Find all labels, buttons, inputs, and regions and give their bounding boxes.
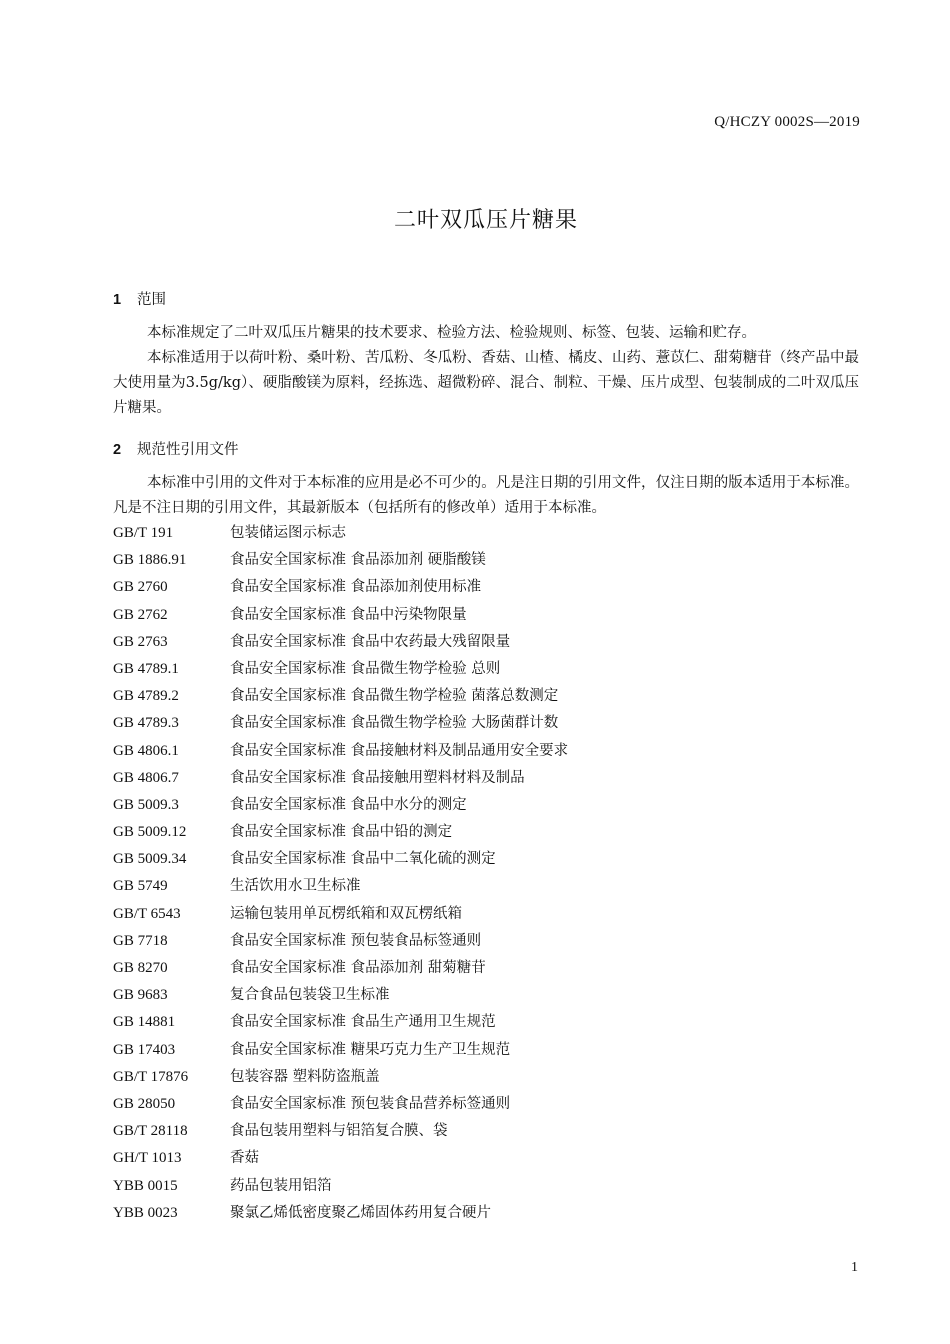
- reference-title: 食品安全国家标准 预包装食品标签通则: [230, 932, 482, 949]
- reference-title: 食品安全国家标准 食品中铅的测定: [230, 824, 453, 841]
- reference-title: 包装容器 塑料防盗瓶盖: [230, 1068, 380, 1085]
- reference-title: 食品安全国家标准 食品中污染物限量: [230, 606, 467, 623]
- reference-code: GB 2762: [113, 606, 168, 623]
- reference-title: 食品安全国家标准 食品中水分的测定: [230, 796, 467, 813]
- reference-code: GB 4789.2: [113, 688, 179, 705]
- reference-code: GB 17403: [113, 1041, 176, 1058]
- reference-row: [113, 982, 863, 1009]
- reference-title: 运输包装用单瓦楞纸箱和双瓦楞纸箱: [230, 905, 462, 922]
- reference-code: GB 5009.12: [113, 824, 187, 841]
- reference-row: [113, 1091, 863, 1118]
- document-title: 二叶双瓜压片糖果: [393, 208, 578, 233]
- standard-number: Q/HCZY 0002S—2019: [714, 114, 860, 130]
- reference-code: GH/T 1013: [113, 1150, 182, 1167]
- reference-row: [113, 901, 863, 928]
- reference-row: [113, 629, 863, 656]
- reference-row: [113, 520, 863, 547]
- section-1-number: 1: [113, 292, 122, 308]
- reference-row: [113, 656, 863, 683]
- reference-code: GB 4789.1: [113, 660, 179, 677]
- reference-title: 生活饮用水卫生标准: [230, 878, 361, 895]
- reference-code: YBB 0023: [113, 1204, 178, 1221]
- reference-code: GB 4806.1: [113, 742, 179, 759]
- references-intro-paragraph: 本标准中引用的文件对于本标准的应用是必不可少的。凡是注日期的引用文件，仅注日期的版本适用于本标准。凡是不注日期的引用文件，其最新版本（包括所有的修改单）适用于本标准。: [113, 475, 859, 516]
- reference-code: GB/T 17876: [113, 1068, 189, 1085]
- page-number: 1: [851, 1260, 858, 1275]
- reference-row: [113, 547, 863, 574]
- reference-title: 食品安全国家标准 食品微生物学检验 总则: [230, 660, 501, 677]
- reference-row: [113, 1009, 863, 1036]
- reference-code: GB 2763: [113, 633, 168, 650]
- reference-title: 食品安全国家标准 食品添加剂使用标准: [230, 579, 482, 596]
- reference-code: GB 8270: [113, 960, 168, 976]
- reference-code: GB 9683: [113, 987, 168, 1004]
- reference-row: [113, 1173, 863, 1200]
- section-2-title: 规范性引用文件: [137, 442, 239, 458]
- reference-row: [113, 1145, 863, 1172]
- reference-row: [113, 710, 863, 737]
- section-1-title: 范围: [137, 292, 166, 308]
- reference-row: [113, 1118, 863, 1145]
- reference-code: GB/T 6543: [113, 905, 181, 922]
- reference-row: [113, 602, 863, 629]
- reference-title: 食品安全国家标准 食品接触材料及制品通用安全要求: [230, 742, 569, 759]
- reference-title: 食品安全国家标准 食品添加剂 硬脂酸镁: [230, 552, 486, 569]
- reference-code: GB 4806.7: [113, 769, 179, 786]
- scope-paragraph-1: 本标准规定了二叶双瓜压片糖果的技术要求、检验方法、检验规则、标签、包装、运输和贮存。: [147, 325, 756, 341]
- reference-title: 香菇: [230, 1150, 259, 1167]
- reference-title: 食品安全国家标准 食品微生物学检验 大肠菌群计数: [230, 715, 559, 732]
- reference-title: 食品安全国家标准 食品接触用塑料材料及制品: [230, 769, 525, 786]
- reference-code: GB 28050: [113, 1095, 176, 1112]
- reference-code: GB 2760: [113, 579, 168, 596]
- reference-row: [113, 738, 863, 765]
- reference-code: GB 5749: [113, 878, 168, 895]
- reference-title: 食品安全国家标准 食品微生物学检验 菌落总数测定: [230, 688, 559, 705]
- section-2-heading: [113, 438, 239, 459]
- reference-code: GB 14881: [113, 1014, 176, 1031]
- reference-title: 食品安全国家标准 食品中二氧化硫的测定: [230, 851, 496, 868]
- reference-row: [113, 846, 863, 873]
- reference-row: [113, 1200, 863, 1227]
- reference-code: GB/T 28118: [113, 1123, 188, 1140]
- reference-row: [113, 819, 863, 846]
- reference-title: 食品安全国家标准 食品中农药最大残留限量: [230, 633, 511, 650]
- reference-code: GB 1886.91: [113, 552, 187, 569]
- reference-title: 包装储运图示标志: [230, 525, 346, 541]
- reference-title: 食品安全国家标准 食品生产通用卫生规范: [230, 1014, 496, 1031]
- reference-title: 药品包装用铝箔: [230, 1177, 332, 1194]
- reference-code: GB 5009.34: [113, 851, 187, 868]
- reference-title: 食品安全国家标准 预包装食品营养标签通则: [230, 1095, 511, 1112]
- section-2-number: 2: [113, 442, 122, 458]
- reference-row: [113, 873, 863, 900]
- section-1-heading: [113, 288, 166, 309]
- reference-title: 食品安全国家标准 食品添加剂 甜菊糖苷: [230, 960, 486, 976]
- reference-row: [113, 574, 863, 601]
- reference-title: 聚氯乙烯低密度聚乙烯固体药用复合硬片: [230, 1204, 491, 1221]
- scope-paragraph-2: 本标准适用于以荷叶粉、桑叶粉、苦瓜粉、冬瓜粉、香菇、山楂、橘皮、山药、薏苡仁、甜菊糖苷（终产品中最大使用量为3.5g/kg）、硬脂酸镁为原料，经拣选、超微粉碎、混合、制粒、干燥、压片成型、包装制成的二叶双瓜压片糖果。: [113, 350, 859, 416]
- reference-row: [113, 1037, 863, 1064]
- reference-code: GB 5009.3: [113, 796, 179, 813]
- reference-row: [113, 765, 863, 792]
- reference-title: 食品安全国家标准 糖果巧克力生产卫生规范: [230, 1041, 511, 1058]
- reference-row: [113, 928, 863, 955]
- reference-title: 食品包装用塑料与铝箔复合膜、袋: [230, 1123, 448, 1140]
- reference-row: [113, 955, 863, 982]
- reference-code: GB/T 191: [113, 525, 174, 541]
- reference-code: GB 7718: [113, 932, 168, 949]
- reference-code: YBB 0015: [113, 1177, 178, 1194]
- reference-list: [113, 520, 863, 1227]
- reference-row: [113, 1064, 863, 1091]
- reference-code: GB 4789.3: [113, 715, 179, 732]
- reference-row: [113, 792, 863, 819]
- reference-title: 复合食品包装袋卫生标准: [230, 987, 390, 1004]
- reference-row: [113, 683, 863, 710]
